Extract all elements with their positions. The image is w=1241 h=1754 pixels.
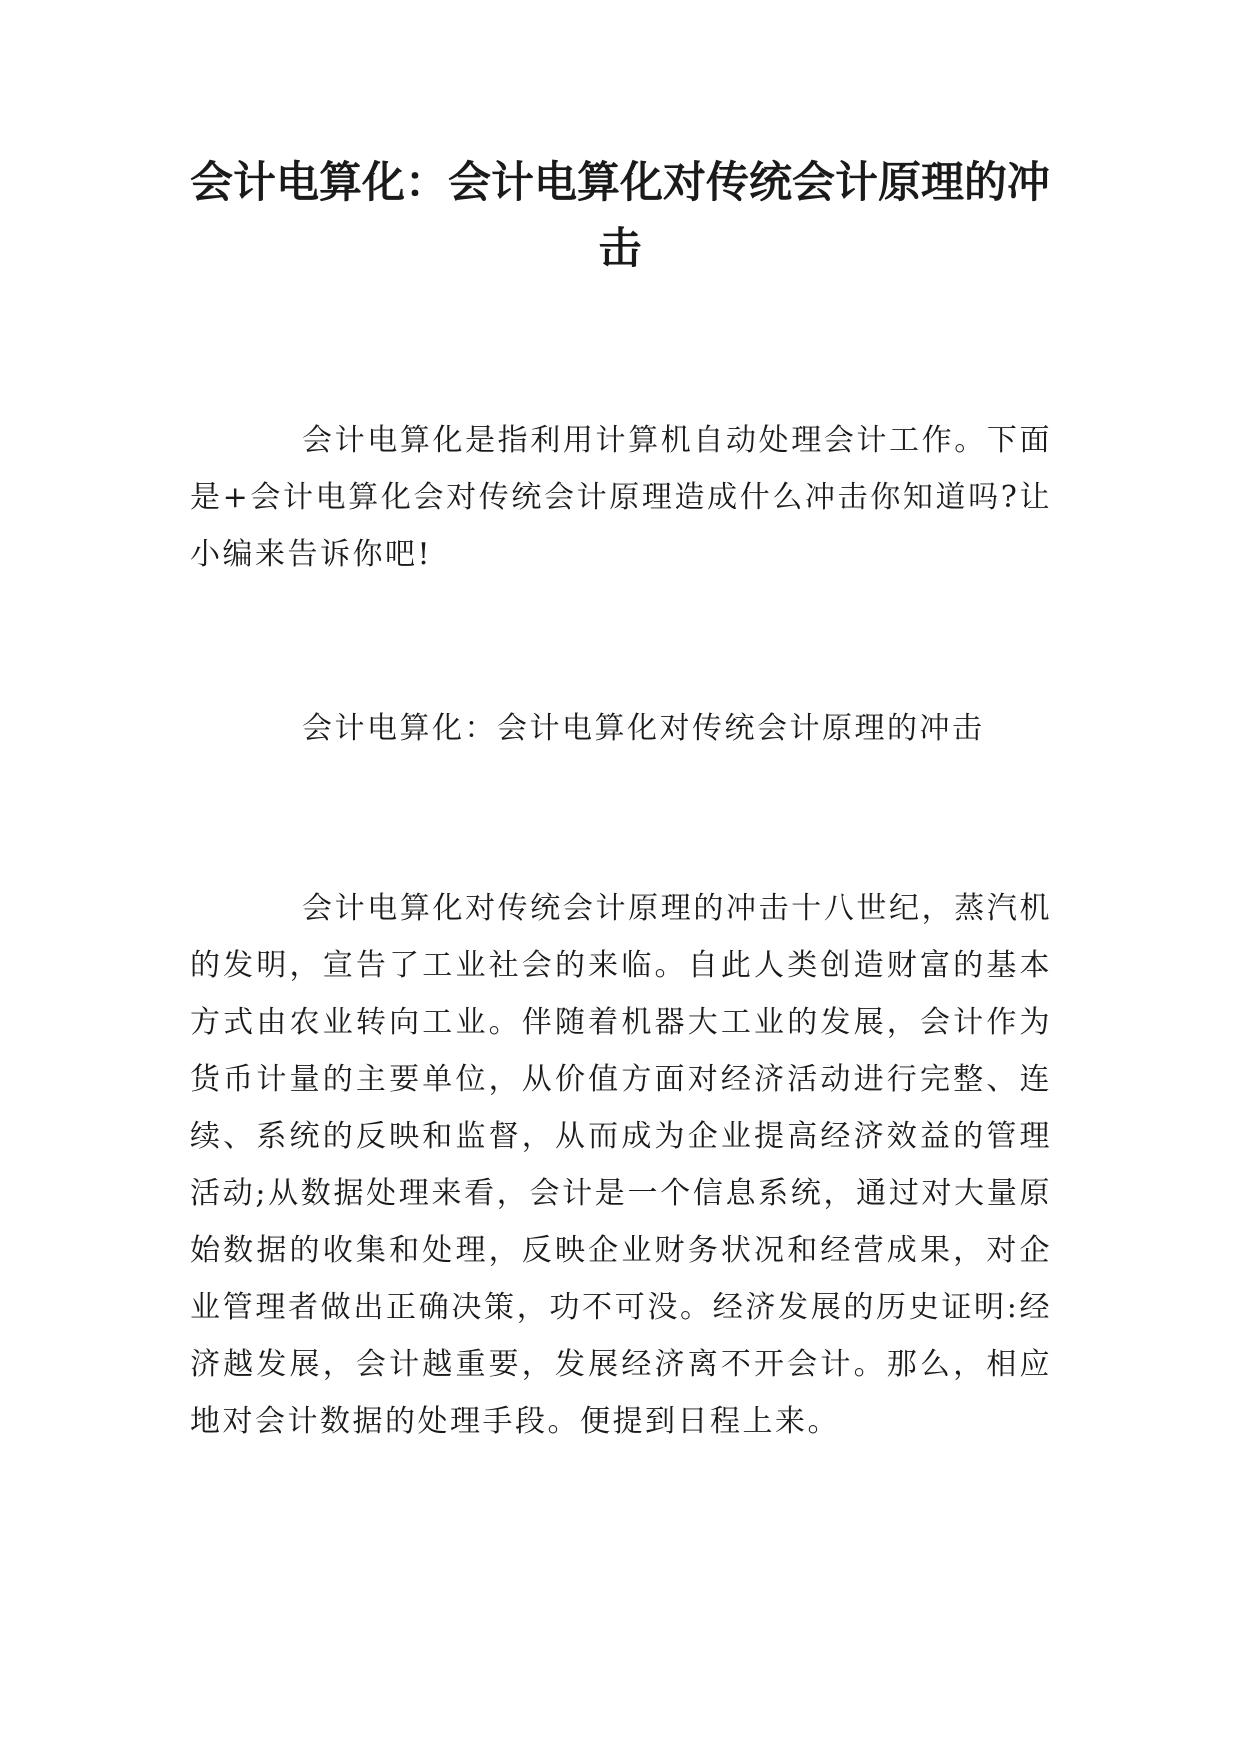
intro-paragraph: 会计电算化是指利用计算机自动处理会计工作。下面是+会计电算化会对传统会计原理造成什么冲击你知道吗?让小编来告诉你吧! xyxy=(190,423,1052,572)
document-title: 会计电算化：会计电算化对传统会计原理的冲击 xyxy=(190,158,1050,274)
body-paragraph: 会计电算化对传统会计原理的冲击十八世纪，蒸汽机的发明，宣告了工业社会的来临。自此人类创造财富的基本方式由农业转向工业。伴随着机器大工业的发展，会计作为货币计量的主要单位，从价值方面对经济活动进行完整、连续、系统的反映和监督，从而成为企业提高经济效益的管理活动;从数据处理来看，会计是一个信息系统，通过对大量原始数据的收集和处理，反映企业财务状况和经营成果，对企业管理者做出正确决策，功不可没。经济发展的历史证明:经济越发展，会计越重要，发展经济离不开会计。那么，相应地对会计数据的处理手段。便提到日程上来。 xyxy=(190,891,1052,1439)
section-heading-paragraph: 会计电算化：会计电算化对传统会计原理的冲击 xyxy=(302,711,985,746)
